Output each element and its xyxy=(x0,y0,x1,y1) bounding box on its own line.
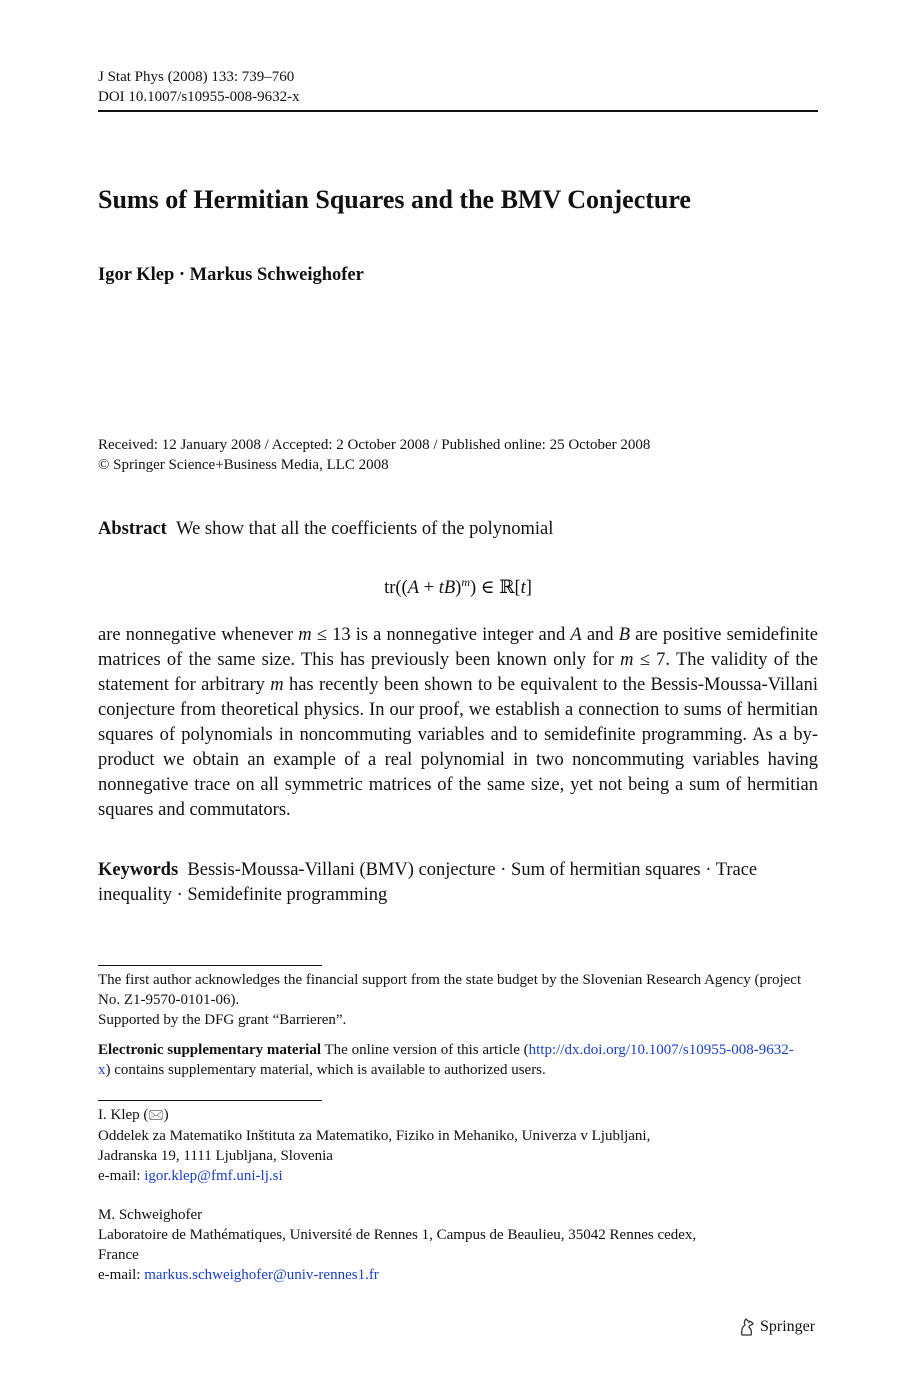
funding-note-1: The first author acknowledges the financial support from the state budget by the Slovenian Research Agency (project No. Z1-9570-0101-06). xyxy=(98,972,802,1008)
keywords xyxy=(98,858,818,908)
funding-note-2: Supported by the DFG grant “Barrieren”. xyxy=(98,1012,347,1028)
affiliation-klep xyxy=(98,1105,818,1186)
supplementary-note: Electronic supplementary material The online version of this article (http://dx.doi.org/10.1007/s10955-008-9632-x) contains supplementary material, which is available to authorized users. xyxy=(98,1042,794,1078)
funding-note xyxy=(98,970,818,1030)
schweighofer-address-1: Laboratoire de Mathématiques, Université de Rennes 1, Campus de Beaulieu, 35042 Rennes cedex, xyxy=(98,1227,697,1243)
esm-label: Electronic supplementary material xyxy=(98,1042,322,1058)
schweighofer-address-2: France xyxy=(98,1247,139,1263)
abstract-intro xyxy=(98,517,818,542)
schweighofer-email-link[interactable]: markus.schweighofer@univ-rennes1.fr xyxy=(144,1267,379,1283)
article-history xyxy=(98,435,650,475)
klep-address-1: Oddelek za Matematiko Inštituta za Matematiko, Fiziko in Mehaniko, Univerza v Ljubljani, xyxy=(98,1128,651,1144)
springer-horse-icon xyxy=(738,1317,756,1337)
footnote-rule xyxy=(98,965,322,966)
springer-logo xyxy=(738,1316,815,1338)
keywords-label: Keywords xyxy=(98,860,179,880)
abstract-body: are nonnegative whenever m ≤ 13 is a nonnegative integer and A and B are positive semidefinite matrices of the same size. This has previously been known only for m ≤ 7. The validity of the statement for arbitrary m has recently been shown to be equivalent to the Bessis-Moussa-Villani conjecture from theoretical physics. In our proof, we establish a connection to sums of hermitian squares of polynomials in noncommuting variables and to semidefinite programming. As a by-product we obtain an example of a real polynomial in two noncommuting variables having nonnegative trace on all symmetric matrices of the same size, yet not being a sum of hermitian squares and commutators. xyxy=(98,625,819,820)
abstract-intro-text: We show that all the coefficients of the polynomial xyxy=(176,519,554,539)
klep-address-2: Jadranska 19, 1111 Ljubljana, Slovenia xyxy=(98,1148,333,1164)
history-dates: Received: 12 January 2008 / Accepted: 2 October 2008 / Published online: 25 October 2008 xyxy=(98,437,651,453)
schweighofer-email: e-mail: markus.schweighofer@univ-rennes1.fr xyxy=(98,1267,379,1283)
affiliation-rule xyxy=(98,1100,322,1101)
affiliation-schweighofer xyxy=(98,1205,818,1285)
klep-email: e-mail: igor.klep@fmf.uni-lj.si xyxy=(98,1168,283,1184)
klep-email-link[interactable]: igor.klep@fmf.uni-lj.si xyxy=(144,1168,283,1184)
schweighofer-name: M. Schweighofer xyxy=(98,1207,203,1223)
author-list: Igor Klep · Markus Schweighofer xyxy=(98,265,364,285)
abstract-label: Abstract xyxy=(98,519,167,539)
klep-name: I. Klep (🖂) xyxy=(98,1107,169,1123)
esm-doi-link[interactable]: http://dx.doi.org/10.1007/s10955-008-9632-x xyxy=(98,1042,794,1078)
publisher-name: Springer xyxy=(760,1318,816,1335)
doi-line: DOI 10.1007/s10955-008-9632-x xyxy=(98,89,300,105)
envelope-icon: 🖂 xyxy=(148,1108,164,1123)
copyright-line: © Springer Science+Business Media, LLC 2008 xyxy=(98,457,389,473)
paper-title: Sums of Hermitian Squares and the BMV Conjecture xyxy=(98,185,691,214)
header-rule xyxy=(98,110,818,112)
running-header xyxy=(98,67,300,107)
journal-citation: J Stat Phys (2008) 133: 739–760 xyxy=(98,69,295,85)
keywords-list: Bessis-Moussa-Villani (BMV) conjecture · Sum of hermitian squares · Trace inequality · Semidefinite programming xyxy=(98,860,758,905)
display-formula: tr((A + tB)$^m$) ∈ ℝ[t] xyxy=(384,575,532,599)
